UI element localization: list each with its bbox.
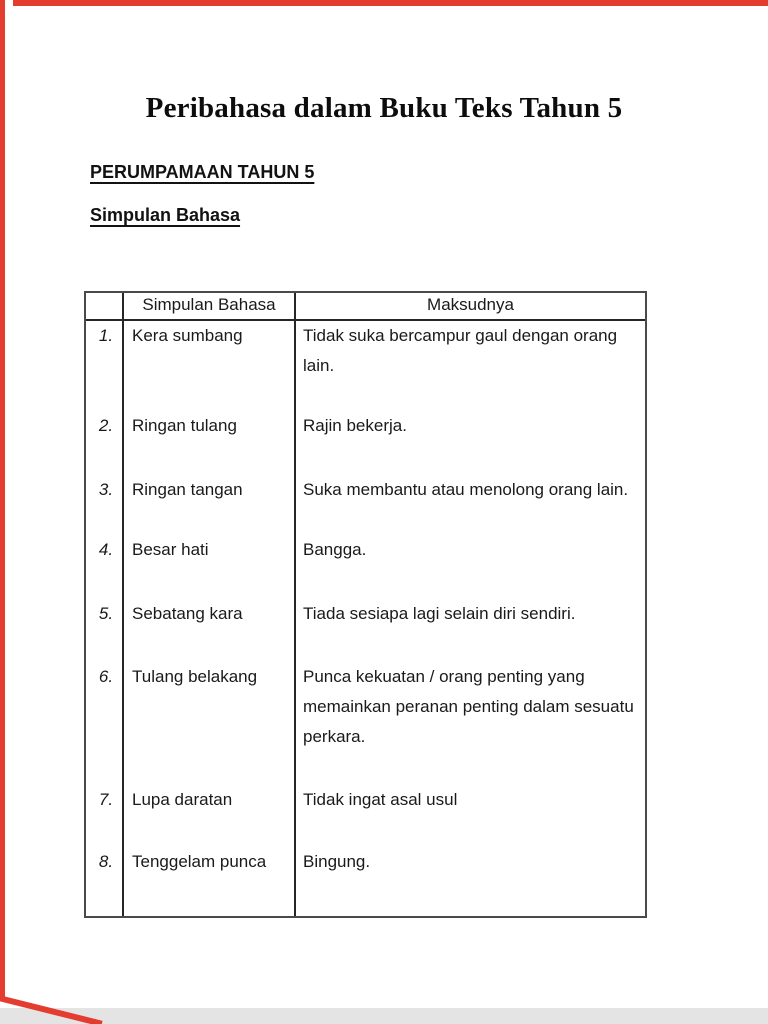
meaning-line: Punca kekuatan / orang penting yang (303, 667, 585, 686)
row-number: 5. (86, 599, 124, 662)
row-number: 4. (86, 535, 124, 599)
table-row (86, 535, 645, 599)
row-meaning (294, 662, 645, 785)
meaning-line: lain. (303, 356, 335, 375)
row-meaning (294, 535, 645, 599)
page-edge-top-red (13, 0, 768, 6)
row-meaning (294, 321, 645, 411)
table-row (86, 411, 645, 475)
heading-simpulan-bahasa: Simpulan Bahasa (90, 205, 241, 225)
table-row (86, 847, 645, 916)
table-header-row (86, 293, 645, 321)
row-phrase: Sebatang kara (132, 604, 243, 623)
meaning-line: Tidak ingat asal usul (303, 790, 458, 809)
row-meaning (294, 475, 645, 535)
row-meaning (294, 411, 645, 475)
row-number: 8. (86, 847, 124, 916)
row-meaning (294, 599, 645, 662)
table-row (86, 785, 645, 847)
meaning-line: Bangga. (303, 540, 367, 559)
table-row (86, 321, 645, 411)
row-phrase: Lupa daratan (132, 790, 233, 809)
row-number: 6. (86, 662, 124, 785)
meaning-line: Rajin bekerja. (303, 416, 407, 435)
meaning-line: memainkan peranan penting dalam sesuatu (303, 697, 634, 716)
table-row (86, 599, 645, 662)
row-number: 2. (86, 411, 124, 475)
meaning-line: Bingung. (303, 852, 371, 871)
meaning-line: Suka membantu atau menolong orang lain. (303, 480, 629, 499)
row-phrase: Besar hati (132, 540, 209, 559)
page-edge-left-red (0, 0, 5, 997)
page-title: Peribahasa dalam Buku Teks Tahun 5 (145, 92, 623, 124)
meaning-line: perkara. (303, 727, 366, 746)
row-phrase: Ringan tulang (132, 416, 237, 435)
row-meaning (294, 847, 645, 916)
heading-perumpamaan: PERUMPAMAAN TAHUN 5 (90, 162, 315, 182)
table-row (86, 662, 645, 785)
row-phrase: Kera sumbang (132, 326, 243, 345)
header-number-column (86, 293, 124, 319)
page-edge-bottom-gray (0, 1008, 768, 1024)
simpulan-bahasa-table (84, 291, 647, 918)
row-number: 1. (86, 321, 124, 411)
header-maksudnya: Maksudnya (294, 293, 645, 319)
row-phrase: Tenggelam punca (132, 852, 267, 871)
meaning-line: Tiada sesiapa lagi selain diri sendiri. (303, 604, 576, 623)
meaning-line: Tidak suka bercampur gaul dengan orang (303, 326, 618, 345)
table-row (86, 475, 645, 535)
header-simpulan-bahasa: Simpulan Bahasa (142, 295, 276, 314)
row-phrase: Tulang belakang (132, 667, 258, 686)
row-number: 3. (86, 475, 124, 535)
row-number: 7. (86, 785, 124, 847)
row-meaning (294, 785, 645, 847)
row-phrase: Ringan tangan (132, 480, 243, 499)
